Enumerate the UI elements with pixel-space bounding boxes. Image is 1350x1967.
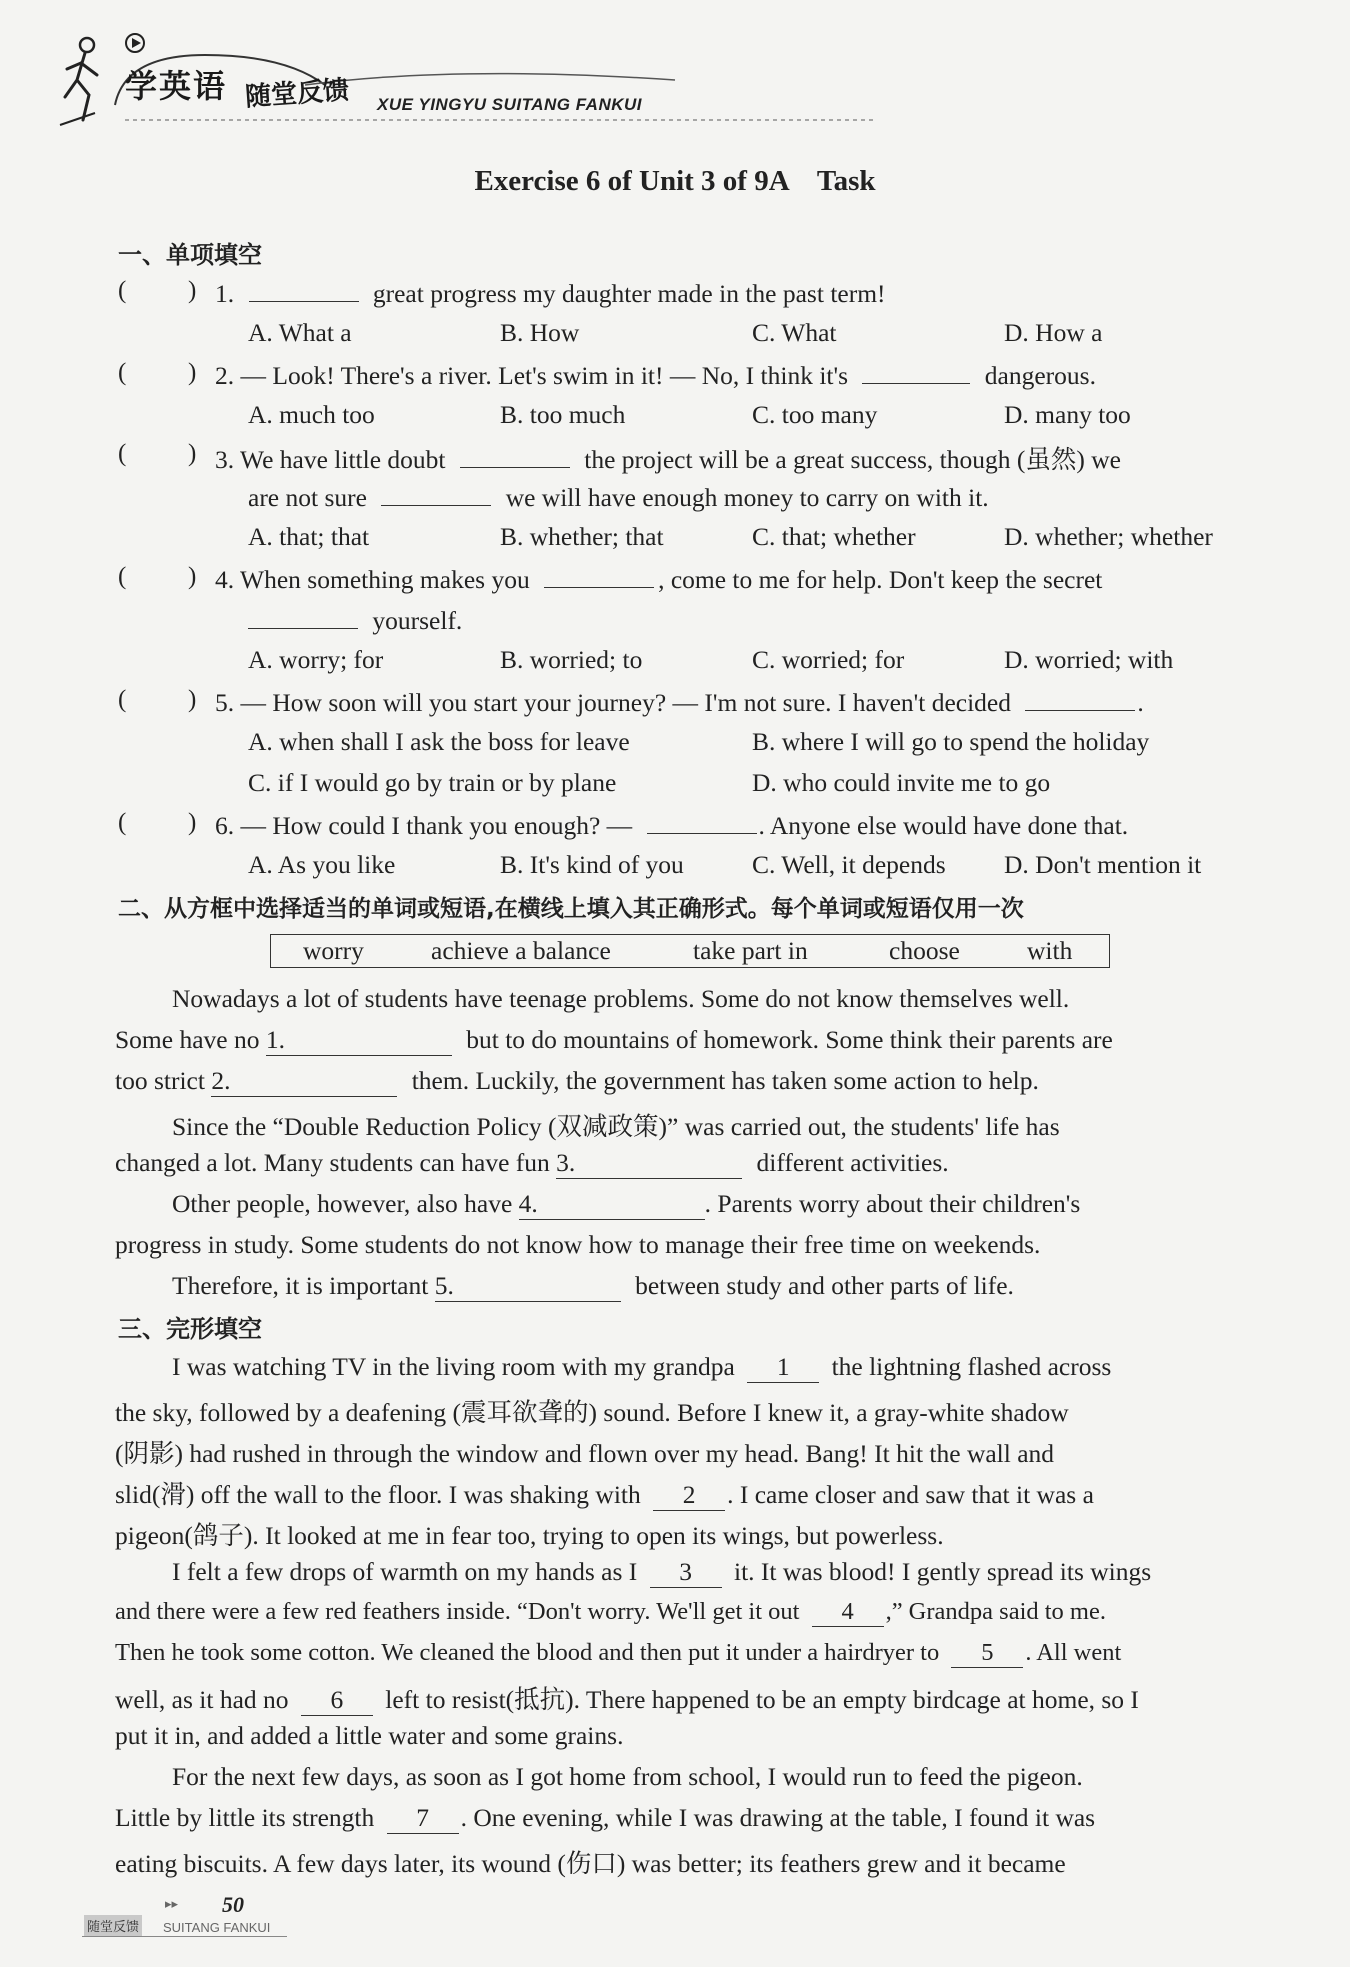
q5-blank[interactable] — [1025, 686, 1135, 711]
blank-number: 3 — [679, 1557, 693, 1586]
q6-text2: . Anyone else would have done that. — [758, 811, 1129, 840]
s2-blank-1[interactable] — [266, 1025, 452, 1056]
q5-number: 5. — [215, 688, 235, 717]
s2-para3-line1 — [172, 1189, 1080, 1220]
blank-number: 7 — [416, 1803, 429, 1832]
q4-number: 4. — [215, 565, 235, 594]
q2-stem — [215, 359, 1096, 391]
word-box-item: choose — [889, 936, 960, 965]
s3-line1 — [172, 1352, 1111, 1383]
text-span: ,” Grandpa said to me. — [885, 1598, 1106, 1625]
q1-text: great progress my daughter made in the past term! — [372, 279, 886, 308]
text-span: slid(滑) off the wall to the floor. I was shaking with — [115, 1480, 641, 1509]
header-logo-cn: 学英语 — [125, 67, 228, 105]
s2-para2-line2 — [115, 1148, 949, 1179]
answer-paren-close: ) — [188, 359, 197, 386]
page-number: 50 — [222, 1892, 244, 1917]
q3-stem — [215, 440, 1121, 476]
q1-blank[interactable] — [249, 277, 359, 302]
s3-line10: put it in, and added a little water and some grains. — [115, 1721, 624, 1750]
section3-heading: 三、完形填空 — [118, 1315, 262, 1343]
text-span: too strict — [115, 1066, 205, 1095]
blank-number: 4. — [518, 1189, 538, 1218]
q6-stem — [215, 809, 1128, 841]
text-span: Other people, however, also have — [172, 1189, 513, 1218]
s2-para2-line1: Since the “Double Reduction Policy (双减政策)” was carried out, the students' life has — [172, 1112, 1060, 1141]
answer-paren-open: ( — [118, 359, 127, 386]
answer-paren-close: ) — [188, 563, 197, 590]
text-span: Therefore, it is important — [172, 1271, 429, 1300]
q3-stem-line2 — [248, 481, 989, 513]
text-span: Then he took some cotton. We cleaned the blood and then put it under a hairdryer to — [115, 1639, 940, 1666]
q4-text2: , come to me for help. Don't keep the secret — [658, 565, 1103, 594]
answer-paren-close: ) — [188, 277, 197, 304]
word-box-item: with — [1027, 936, 1073, 965]
cloze-blank-3[interactable] — [650, 1557, 722, 1588]
q1-option-c: C. What — [752, 318, 837, 347]
answer-paren-open: ( — [118, 563, 127, 590]
text-span: left to resist(抵抗). There happened to be an empty birdcage at home, so I — [385, 1685, 1139, 1714]
q1-option-a: A. What a — [248, 318, 352, 347]
q1-option-d: D. How a — [1004, 318, 1103, 347]
text-span: them. Luckily, the government has taken some action to help. — [411, 1066, 1039, 1095]
cloze-blank-7[interactable] — [387, 1803, 459, 1834]
text-span: the lightning flashed across — [831, 1352, 1112, 1381]
q3-option-b: B. whether; that — [500, 522, 664, 551]
q6-text1: — How could I thank you enough? — — [240, 811, 633, 840]
text-span: it. It was blood! I gently spread its wings — [734, 1557, 1152, 1586]
q6-option-b: B. It's kind of you — [500, 850, 684, 879]
answer-paren-open: ( — [118, 809, 127, 836]
answer-paren-close: ) — [188, 809, 197, 836]
blank-number: 1. — [265, 1025, 285, 1054]
s3-line8 — [115, 1639, 1121, 1668]
q6-blank[interactable] — [647, 809, 757, 834]
s2-blank-3[interactable] — [556, 1148, 742, 1179]
page-header — [55, 25, 935, 135]
q2-blank[interactable] — [862, 359, 970, 384]
q4-blank-1[interactable] — [544, 563, 654, 588]
s2-para1-line1: Nowadays a lot of students have teenage problems. Some do not know themselves well. — [172, 984, 1070, 1013]
s2-blank-4[interactable] — [519, 1189, 705, 1220]
q2-option-a: A. much too — [248, 400, 375, 429]
q4-option-a: A. worry; for — [248, 645, 384, 674]
s2-blank-2[interactable] — [211, 1066, 397, 1097]
blank-number: 5. — [434, 1271, 454, 1300]
q3-option-a: A. that; that — [248, 522, 370, 551]
text-span: . All went — [1025, 1639, 1122, 1666]
cloze-blank-1[interactable] — [747, 1352, 819, 1383]
text-span: Little by little its strength — [115, 1803, 375, 1832]
s2-para3-line2: progress in study. Some students do not know how to manage their free time on weekends. — [115, 1230, 1041, 1259]
q1-stem — [215, 277, 886, 309]
q5-option-b: B. where I will go to spend the holiday — [752, 727, 1150, 756]
answer-paren-open: ( — [118, 686, 127, 713]
footer-label-cn: 随堂反馈 — [84, 1915, 142, 1936]
text-span: but to do mountains of homework. Some think their parents are — [466, 1025, 1113, 1054]
q6-option-d: D. Don't mention it — [1004, 850, 1202, 879]
q1-option-b: B. How — [500, 318, 580, 347]
answer-paren-open: ( — [118, 277, 127, 304]
word-box-item: worry — [303, 936, 364, 965]
s2-blank-5[interactable] — [435, 1271, 621, 1302]
section1-heading: 一、单项填空 — [118, 241, 262, 269]
title-main: Exercise 6 of Unit 3 of 9A — [474, 165, 790, 197]
blank-number: 2. — [211, 1066, 231, 1095]
q2-text2: dangerous. — [984, 361, 1096, 390]
q2-option-c: C. too many — [752, 400, 878, 429]
s3-line13: eating biscuits. A few days later, its wound (伤口) was better; its feathers grew and it became — [115, 1849, 1066, 1878]
s3-line7 — [115, 1598, 1106, 1627]
s3-line12 — [115, 1803, 1095, 1834]
text-span: between study and other parts of life. — [635, 1271, 1014, 1300]
q4-blank-2[interactable] — [248, 604, 358, 629]
q2-number: 2. — [215, 361, 235, 390]
s3-line4 — [115, 1475, 1094, 1511]
word-box-item: take part in — [693, 936, 808, 965]
answer-paren-close: ) — [188, 686, 197, 713]
section2-heading: 二、从方框中选择适当的单词或短语,在横线上填入其正确形式。每个单词或短语仅用一次 — [118, 896, 1024, 922]
q6-option-c: C. Well, it depends — [752, 850, 946, 879]
text-span: . One evening, while I was drawing at the table, I found it was — [460, 1803, 1096, 1832]
q4-option-c: C. worried; for — [752, 645, 905, 674]
s3-line5: pigeon(鸽子). It looked at me in fear too, trying to open its wings, but powerless. — [115, 1521, 944, 1550]
text-span: I felt a few drops of warmth on my hands as I — [172, 1557, 638, 1586]
blank-number: 5 — [981, 1639, 994, 1666]
q4-option-d: D. worried; with — [1004, 645, 1174, 674]
cloze-blank-6[interactable] — [301, 1685, 373, 1716]
answer-paren-open: ( — [118, 440, 127, 467]
text-span: I was watching TV in the living room with my grandpa — [172, 1352, 735, 1381]
header-logo-cn2: 随堂反馈 — [244, 75, 351, 113]
s3-line6 — [172, 1557, 1151, 1588]
page-title — [0, 165, 1350, 198]
title-task: Task — [816, 165, 876, 197]
footer-label-en: SUITANG FANKUI — [163, 1920, 271, 1935]
q4-stem-line2 — [248, 604, 462, 636]
q5-option-d: D. who could invite me to go — [752, 768, 1051, 797]
cloze-blank-5[interactable] — [951, 1639, 1023, 1668]
text-span: different activities. — [756, 1148, 949, 1177]
text-span: Some have no — [115, 1025, 260, 1054]
s3-line2: the sky, followed by a deafening (震耳欲聋的) sound. Before I knew it, a gray-white shadow — [115, 1398, 1069, 1427]
q5-option-c: C. if I would go by train or by plane — [248, 768, 617, 797]
q3-text3: are not sure — [248, 483, 367, 512]
q3-text4: we will have enough money to carry on with it. — [505, 483, 989, 512]
s3-line9 — [115, 1680, 1139, 1716]
cloze-blank-4[interactable] — [812, 1598, 884, 1627]
cloze-blank-2[interactable] — [653, 1480, 725, 1511]
q3-number: 3. — [215, 445, 235, 474]
s2-para1-line3 — [115, 1066, 1039, 1097]
text-span: changed a lot. Many students can have fun — [115, 1148, 550, 1177]
q2-option-b: B. too much — [500, 400, 626, 429]
s3-line3: (阴影) had rushed in through the window and flown over my head. Bang! It hit the wall and — [115, 1439, 1055, 1468]
blank-number: 2 — [682, 1480, 696, 1509]
q3-text2: the project will be a great success, though (虽然) we — [584, 445, 1121, 474]
q2-option-d: D. many too — [1004, 400, 1131, 429]
q5-stem — [215, 686, 1144, 718]
q1-number: 1. — [215, 279, 235, 308]
q5-text1: — How soon will you start your journey? — I'm not sure. I haven't decided — [240, 688, 1011, 717]
q6-number: 6. — [215, 811, 235, 840]
footer-divider — [82, 1936, 287, 1937]
q2-text1: — Look! There's a river. Let's swim in it! — No, I think it's — [240, 361, 849, 390]
blank-number: 1 — [776, 1352, 790, 1381]
word-box — [270, 934, 1110, 968]
q3-option-d: D. whether; whether — [1004, 522, 1213, 551]
answer-paren-close: ) — [188, 440, 197, 467]
q3-text1: We have little doubt — [240, 445, 446, 474]
q4-stem — [215, 563, 1102, 595]
text-span: . Parents worry about their children's — [704, 1189, 1081, 1218]
q4-text1: When something makes you — [240, 565, 530, 594]
blank-number: 4 — [841, 1598, 854, 1625]
q3-option-c: C. that; whether — [752, 522, 916, 551]
q5-option-a: A. when shall I ask the boss for leave — [248, 727, 630, 756]
s2-para4-line1 — [172, 1271, 1014, 1302]
text-span: . I came closer and saw that it was a — [727, 1480, 1094, 1509]
word-box-item: achieve a balance — [431, 936, 611, 965]
text-span: and there were a few red feathers inside. “Don't worry. We'll get it out — [115, 1598, 800, 1625]
s3-line11: For the next few days, as soon as I got home from school, I would run to feed the pigeon. — [172, 1762, 1083, 1791]
q6-option-a: A. As you like — [248, 850, 396, 879]
text-span: well, as it had no — [115, 1685, 289, 1714]
q5-text2: . — [1137, 688, 1144, 717]
q3-blank-1[interactable] — [460, 443, 570, 468]
q3-blank-2[interactable] — [381, 481, 491, 506]
s2-para1-line2 — [115, 1025, 1113, 1056]
header-logo-en: XUE YINGYU SUITANG FANKUI — [377, 95, 643, 114]
blank-number: 3. — [556, 1148, 576, 1177]
q4-text3: yourself. — [372, 606, 463, 635]
blank-number: 6 — [330, 1685, 344, 1714]
footer-arrows-icon: ▸▸ — [165, 1897, 179, 1912]
q4-option-b: B. worried; to — [500, 645, 643, 674]
